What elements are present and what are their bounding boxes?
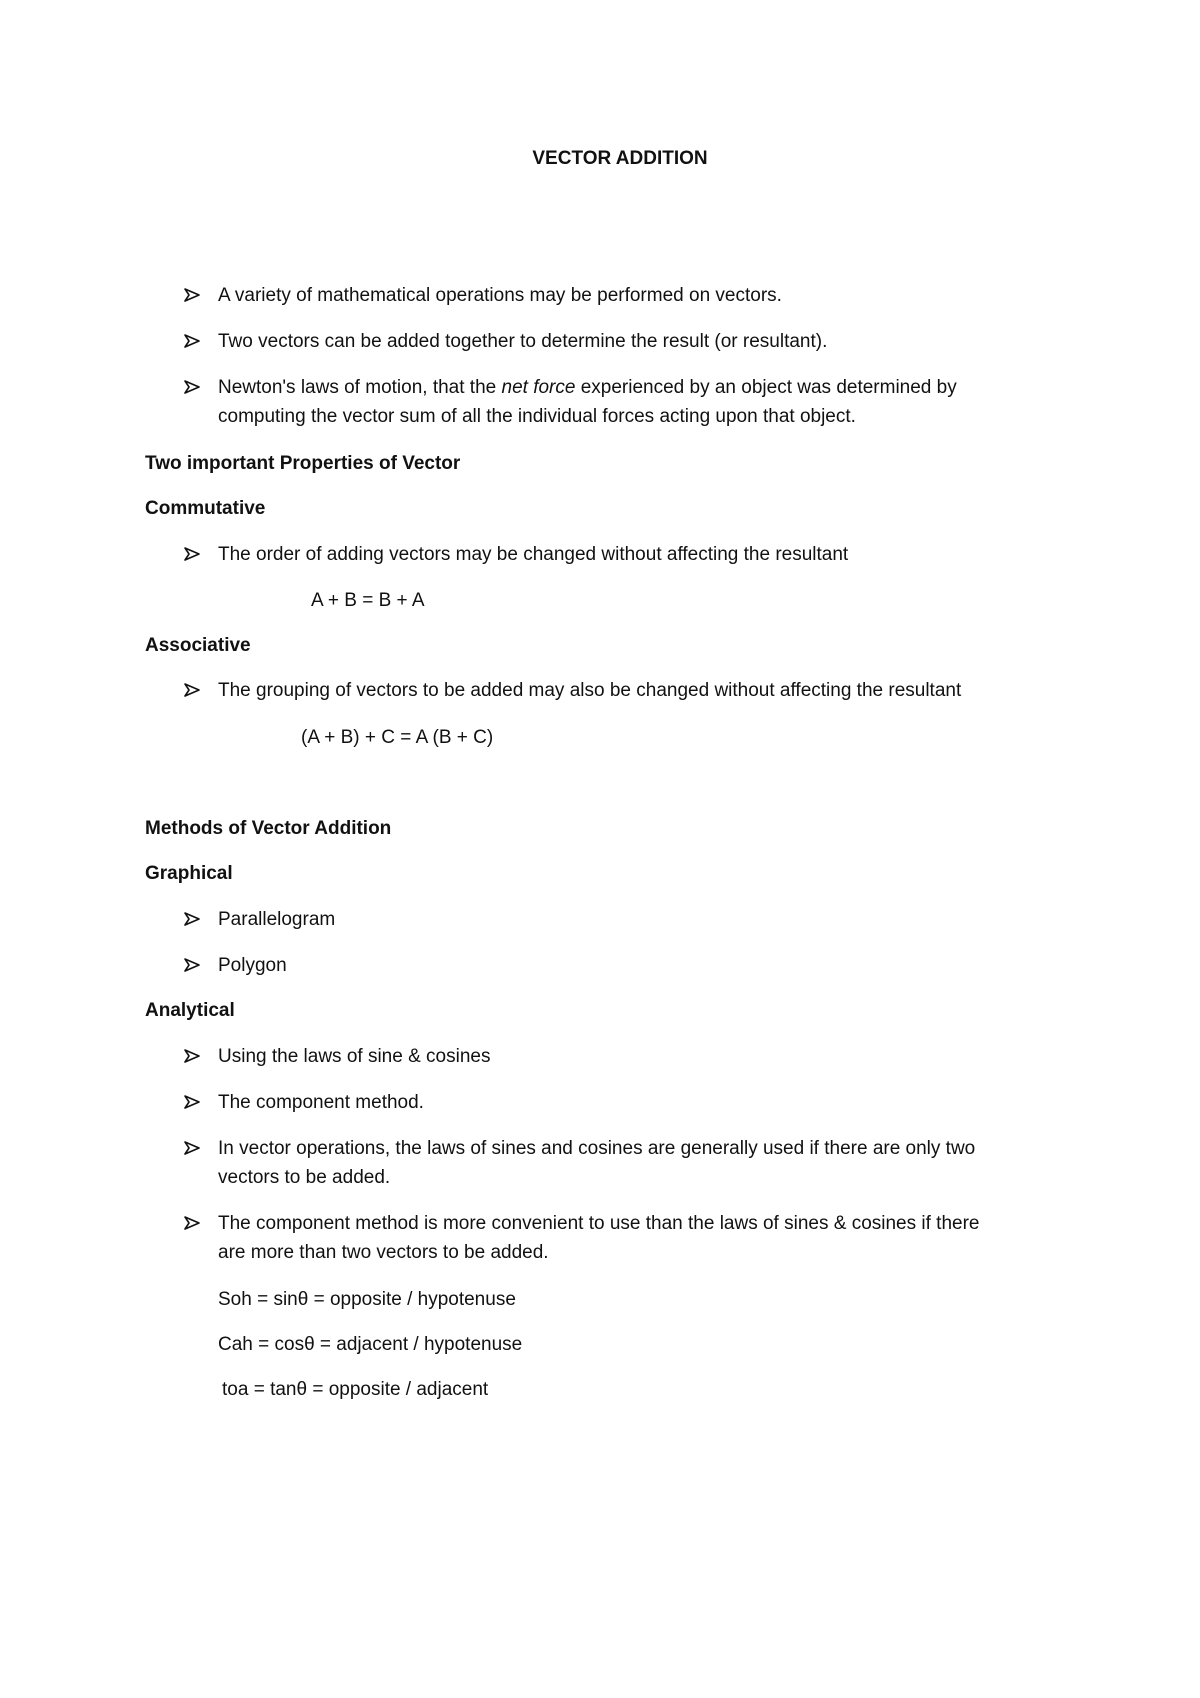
arrowhead-bullet-icon <box>183 1045 201 1073</box>
associative-equation: (A + B) + C = A (B + C) <box>301 727 494 748</box>
arrowhead-bullet-icon <box>183 1137 201 1165</box>
analytical-item-component: The component method. <box>218 1092 424 1113</box>
associative-heading: Associative <box>145 635 251 656</box>
trig-toa: toa = tanθ = opposite / adjacent <box>222 1379 489 1400</box>
analytical-heading: Analytical <box>145 1000 235 1021</box>
arrowhead-bullet-icon <box>183 679 201 707</box>
graphical-item-parallelogram: Parallelogram <box>218 909 336 930</box>
intro-bullet-1: A variety of mathematical operations may be performed on vectors. <box>218 285 782 306</box>
analytical-note-2-line-2: are more than two vectors to be added. <box>218 1242 549 1263</box>
associative-bullet: The grouping of vectors to be added may also be changed without affecting the resultant <box>218 680 962 701</box>
arrowhead-bullet-icon <box>183 954 201 982</box>
intro-bullet-3-line-2: computing the vector sum of all the individual forces acting upon that object. <box>218 406 856 427</box>
arrowhead-bullet-icon <box>183 284 201 312</box>
commutative-bullet: The order of adding vectors may be changed without affecting the resultant <box>218 544 849 565</box>
arrowhead-bullet-icon <box>183 330 201 358</box>
intro-bullet-3-line-1 <box>218 374 957 402</box>
arrowhead-bullet-icon <box>183 376 201 404</box>
commutative-equation: A + B = B + A <box>311 590 425 611</box>
intro-bullet-3-pre: Newton's laws of motion, that the <box>218 377 502 398</box>
analytical-item-sine-cosine: Using the laws of sine & cosines <box>218 1046 491 1067</box>
arrowhead-bullet-icon <box>183 908 201 936</box>
graphical-heading: Graphical <box>145 863 233 884</box>
trig-cah: Cah = cosθ = adjacent / hypotenuse <box>218 1334 523 1355</box>
commutative-heading: Commutative <box>145 498 266 519</box>
analytical-note-2-line-1: The component method is more convenient to use than the laws of sines & cosines if there <box>218 1213 980 1234</box>
methods-heading: Methods of Vector Addition <box>145 818 392 839</box>
analytical-note-1-line-2: vectors to be added. <box>218 1167 391 1188</box>
arrowhead-bullet-icon <box>183 543 201 571</box>
trig-soh: Soh = sinθ = opposite / hypotenuse <box>218 1289 516 1310</box>
analytical-note-1-line-1: In vector operations, the laws of sines and cosines are generally used if there are only two <box>218 1138 976 1159</box>
graphical-item-polygon: Polygon <box>218 955 287 976</box>
arrowhead-bullet-icon <box>183 1091 201 1119</box>
net-force-emphasis: net force <box>501 377 576 398</box>
intro-bullet-2: Two vectors can be added together to determine the result (or resultant). <box>218 331 828 352</box>
arrowhead-bullet-icon <box>183 1212 201 1240</box>
properties-heading: Two important Properties of Vector <box>145 453 461 474</box>
intro-bullet-3-post: experienced by an object was determined by <box>575 377 957 398</box>
page-title: VECTOR ADDITION <box>532 148 708 169</box>
